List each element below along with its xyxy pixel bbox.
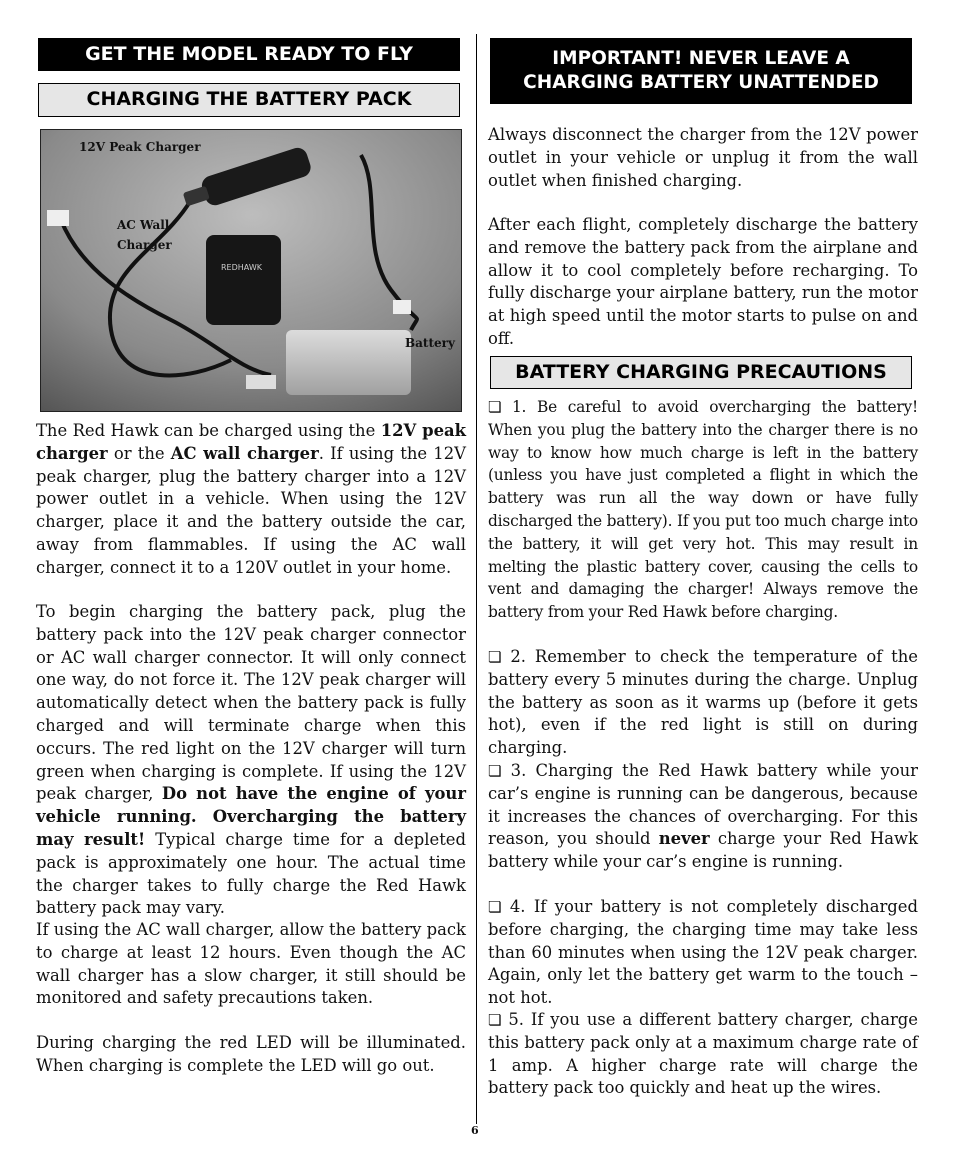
paragraph-disconnect: Always disconnect the charger from the 12V power outlet in your vehicle or unplug it from the wall outlet when finished charging. — [488, 125, 918, 190]
paragraph-charger-intro: The Red Hawk can be charged using the 12V peak charger or the AC wall charger. If using the 12V peak charger, plug the battery charger into a 12V power outlet in a vehicle. When using the 12V charger, place it and the battery outside the car, away from flammables. If using the AC wall charger, connect it to a 120V outlet in your home. — [36, 421, 466, 577]
charger-illustration — [41, 130, 462, 412]
checkbox-icon[interactable]: ❏ — [488, 762, 502, 780]
checkbox-icon[interactable]: ❏ — [488, 648, 502, 666]
section-heading-ready-to-fly: GET THE MODEL READY TO FLY — [38, 38, 460, 71]
precaution-item-5: ❏ 5. If you use a different battery charger, charge this battery pack only at a maximum charge rate of 1 amp. A higher charge rate will charge the battery pack too quickly and heat up the wires. — [488, 1010, 918, 1098]
precaution-item-4: ❏ 4. If your battery is not completely discharged before charging, the charging time may take less than 60 minutes when using the 12V peak charger. Again, only let the battery get warm to the touch – not hot. — [488, 897, 918, 1008]
photo-label-charger: Charger — [117, 238, 172, 252]
photo-label-battery: Battery — [405, 336, 455, 350]
section-heading-never-unattended — [490, 38, 912, 104]
checkbox-icon[interactable]: ❏ — [488, 1011, 502, 1029]
heading-line-1: IMPORTANT! NEVER LEAVE A — [552, 48, 850, 69]
section-heading-charging-battery-pack: CHARGING THE BATTERY PACK — [38, 83, 460, 117]
heading-line-2: CHARGING BATTERY UNATTENDED — [523, 72, 879, 93]
paragraph-begin-charging: To begin charging the battery pack, plug the battery pack into the 12V peak charger connector or AC wall charger connector. It will only connect one way, do not force it. The 12V peak charger will automatically detect when the battery pack is fully charged and will terminate charge when this occurs. The red light on the 12V charger will turn green when charging is complete. If using the 12V peak charger, Do not have the engine of your vehicle running. Overcharging the battery may result! Typical charge time for a depleted pack is approximately one hour. The actual time the charger takes to fully charge the Red Hawk battery pack may vary. — [36, 602, 466, 918]
photo-label-ac-wall: AC Wall — [117, 218, 170, 232]
section-heading-precautions: BATTERY CHARGING PRECAUTIONS — [490, 356, 912, 389]
checkbox-icon[interactable]: ❏ — [488, 898, 502, 916]
paragraph-ac-wall-charger: If using the AC wall charger, allow the battery pack to charge at least 12 hours. Even though the AC wall charger has a slow charger, it still should be monitored and safety precautions taken. — [36, 920, 466, 1008]
precaution-item-1: ❏ 1. Be careful to avoid overcharging the battery! When you plug the battery into the charger there is no way to know how much charge is left in the battery (unless you have just completed a flight in which the battery was run all the way down or have fully discharged the battery). If you put too much charge into the battery, it will get very hot. This may result in melting the plastic battery cover, causing the cells to vent and damaging the charger! Always remove the battery from your Red Hawk before charging. — [488, 398, 918, 622]
paragraph-led: During charging the red LED will be illuminated. When charging is complete the LED will go out. — [36, 1033, 466, 1075]
checkbox-icon[interactable]: ❏ — [488, 398, 502, 416]
precaution-item-2: ❏ 2. Remember to check the temperature of the battery every 5 minutes during the charge. Unplug the battery as soon as it warms up (before it gets hot), even if the red light is still on during charging. — [488, 647, 918, 758]
paragraph-discharge: After each flight, completely discharge the battery and remove the battery pack from the airplane and allow it to cool completely before recharging. To fully discharge your airplane battery, run the motor at high speed until the motor starts to pulse on and off. — [488, 215, 918, 348]
column-divider — [476, 34, 477, 1124]
page-number: 6 — [471, 1124, 479, 1137]
precaution-item-3: ❏ 3. Charging the Red Hawk battery while your car’s engine is running can be dangerous, because it increases the chances of overcharging. For this reason, you should never charge your Red Hawk battery while your car’s engine is running. — [488, 761, 918, 872]
svg-text:REDHAWK: REDHAWK — [221, 263, 262, 272]
photo-label-peak-charger: 12V Peak Charger — [79, 140, 201, 154]
charger-photo — [40, 129, 462, 412]
